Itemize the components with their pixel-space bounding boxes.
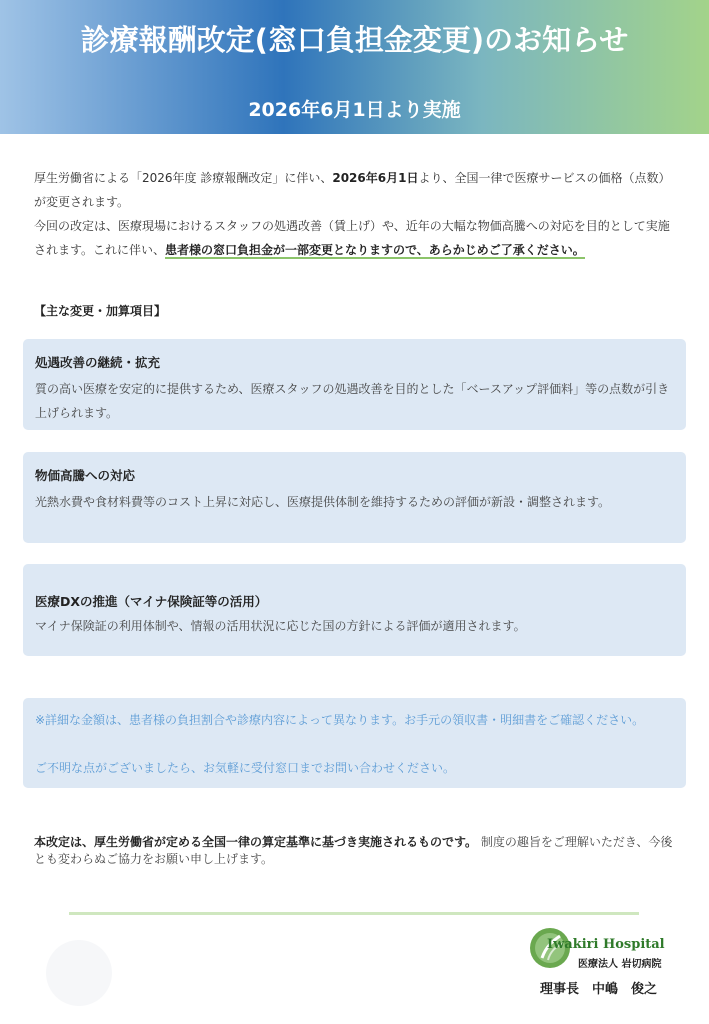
change-item-card <box>23 452 686 543</box>
logo-name-jp: 医療法人 岩切病院 <box>578 959 662 970</box>
page-title: 診療報酬改定(窓口負担金変更)のお知らせ <box>80 23 629 57</box>
note-box <box>23 698 686 788</box>
signature: 理事長 中嶋 俊之 <box>540 982 658 997</box>
change-item-description: マイナ保険証の利用体制や、情報の活用状況に応じた国の方針による評価が適用されます。 <box>35 619 526 633</box>
logo-name-en: Iwakiri Hospital <box>547 937 665 952</box>
change-item-heading: 物価高騰への対応 <box>35 468 136 483</box>
note-line-1: ※詳細な金額は、患者様の負担割合や診療内容によって異なります。お手元の領収書・明細書をご確認ください。 <box>35 713 645 727</box>
intro-p2: 今回の改定は、医療現場におけるスタッフの処遇改善（賃上げ）や、近年の大幅な物価高騰への対応を目的として実施されます。これに伴い、 <box>34 219 670 257</box>
intro-text <box>34 166 674 262</box>
intro-p1-b: より、全国一律で医療サービスの価格（点数）が変更されます。 <box>34 171 671 209</box>
note-line-2: ご不明な点がございましたら、お気軽に受付窓口までお問い合わせください。 <box>35 761 456 775</box>
change-item-description: 光熱水費や食材料費等のコスト上昇に対応し、医療提供体制を維持するための評価が新設・調整されます。 <box>35 495 611 509</box>
decorative-circle <box>46 940 112 1006</box>
closing-text <box>34 834 674 868</box>
intro-date: 2026年6月1日 <box>332 171 419 185</box>
intro-p1-a: 厚生労働省による「2026年度 診療報酬改定」に伴い、 <box>34 171 333 185</box>
header-banner <box>0 0 709 134</box>
intro-notice: 患者様の窓口負担金が一部変更となりますので、あらかじめご了承ください。 <box>165 243 585 257</box>
closing-bold: 本改定は、厚生労働省が定める全国一律の算定基準に基づき実施されるものです。 <box>34 835 478 849</box>
change-item-card <box>23 564 686 656</box>
section-label: 【主な変更・加算項目】 <box>34 304 167 318</box>
change-item-card <box>23 339 686 430</box>
closing-rest: 制度の趣旨をご理解いただき、今後とも変わらぬご協力をお願い申し上げます。 <box>34 835 673 866</box>
effective-date-subtitle: 2026年6月1日より実施 <box>248 99 461 121</box>
divider-line <box>69 912 639 915</box>
change-item-heading: 医療DXの推進（マイナ保険証等の活用） <box>35 594 268 609</box>
change-item-description: 質の高い医療を安定的に提供するため、医療スタッフの処遇改善を目的とした「ベースアップ評価料」等の点数が引き上げられます。 <box>35 382 670 420</box>
change-item-heading: 処遇改善の継続・拡充 <box>35 355 161 370</box>
